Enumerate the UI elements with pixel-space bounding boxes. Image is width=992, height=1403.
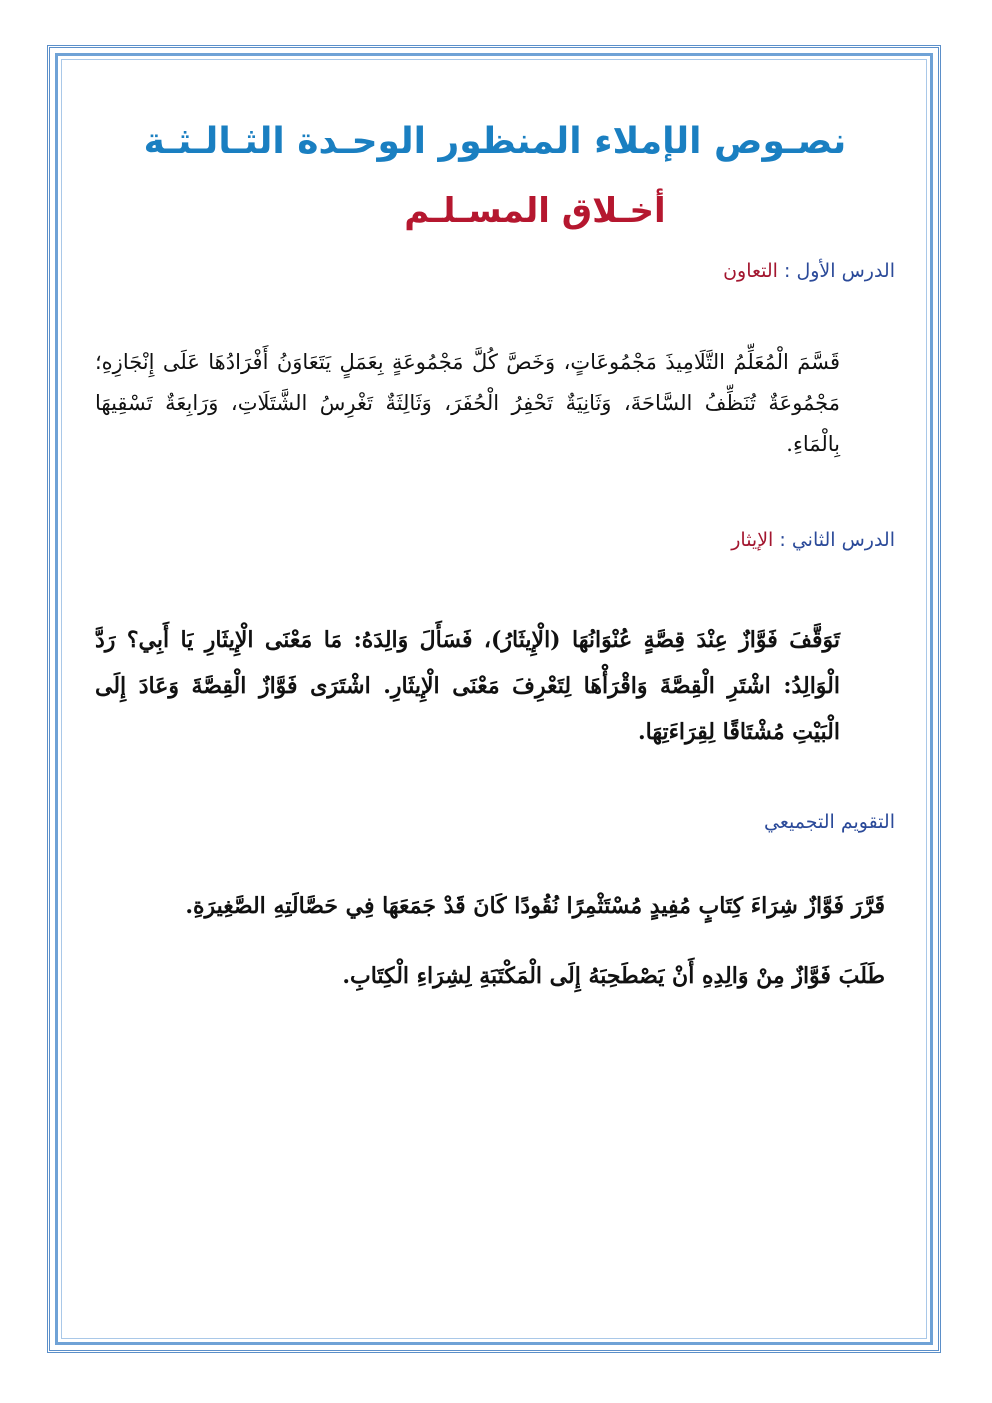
page-subtitle: أخـلاق المسـلـم [404, 191, 666, 231]
lesson1-heading [95, 256, 895, 286]
lesson2-heading [95, 525, 895, 555]
assessment-label: التقويم التجميعي [764, 811, 895, 833]
lesson2-topic: الإيثار [731, 529, 774, 551]
assessment-paragraph [95, 883, 895, 999]
assessment-heading [95, 807, 895, 837]
lesson2-paragraph: تَوَقَّفَ فَوَّازٌ عِنْدَ قِصَّةٍ عُنْوَانُهَا (الْإِيثَارُ)، فَسَأَلَ وَالِدَهُ: مَا مَعْنَى الْإِيثَارِ يَا أَبِي؟ رَدَّ الْوَالِدُ: اشْتَرِ الْقِصَّةَ وَاقْرَأْهَا لِتَعْرِفَ مَعْنَى الْإِيثَارِ. اشْتَرَى فَوَّازٌ الْقِصَّةَ وَعَادَ إِلَى الْبَيْتِ مُشْتَاقًا لِقِرَاءَتِهَا. [95, 627, 840, 745]
assessment-line-1: قَرَّرَ فَوَّازٌ شِرَاءَ كِتَابٍ مُفِيدٍ مُسْتَثْمِرًا نُقُودًا كَانَ قَدْ جَمَعَهَا فِي حَصَّالَتِهِ الصَّغِيرَةِ. [185, 893, 885, 919]
lesson1-label: الدرس الأول : [784, 260, 895, 282]
document-content [95, 100, 895, 1023]
lesson2-label: الدرس الثاني : [779, 529, 895, 551]
page-title: نصـوص الإملاء المنظور الوحـدة الثـالـثـة [143, 121, 847, 162]
lesson1-paragraph: قَسَّمَ الْمُعَلِّمُ التَّلَامِيذَ مَجْمُوعَاتٍ، وَخَصَّ كُلَّ مَجْمُوعَةٍ بِعَمَلٍ يَتَعَاوَنُ أَفْرَادُهَا عَلَى إِنْجَازِهِ؛ مَجْمُوعَةٌ تُنَظِّفُ السَّاحَةَ، وَثَانِيَةٌ تَحْفِرُ الْحُفَرَ، وَثَالِثَةٌ تَغْرِسُ الشَّتَلَاتِ، وَرَابِعَةٌ تَسْقِيهَا بِالْمَاءِ. [95, 350, 840, 456]
assessment-line-2: طَلَبَ فَوَّازٌ مِنْ وَالِدِهِ أَنْ يَصْطَحِبَهُ إِلَى الْمَكْتَبَةِ لِشِرَاءِ الْكِتَابِ. [342, 963, 885, 989]
lesson1-topic: التعاون [723, 260, 778, 282]
